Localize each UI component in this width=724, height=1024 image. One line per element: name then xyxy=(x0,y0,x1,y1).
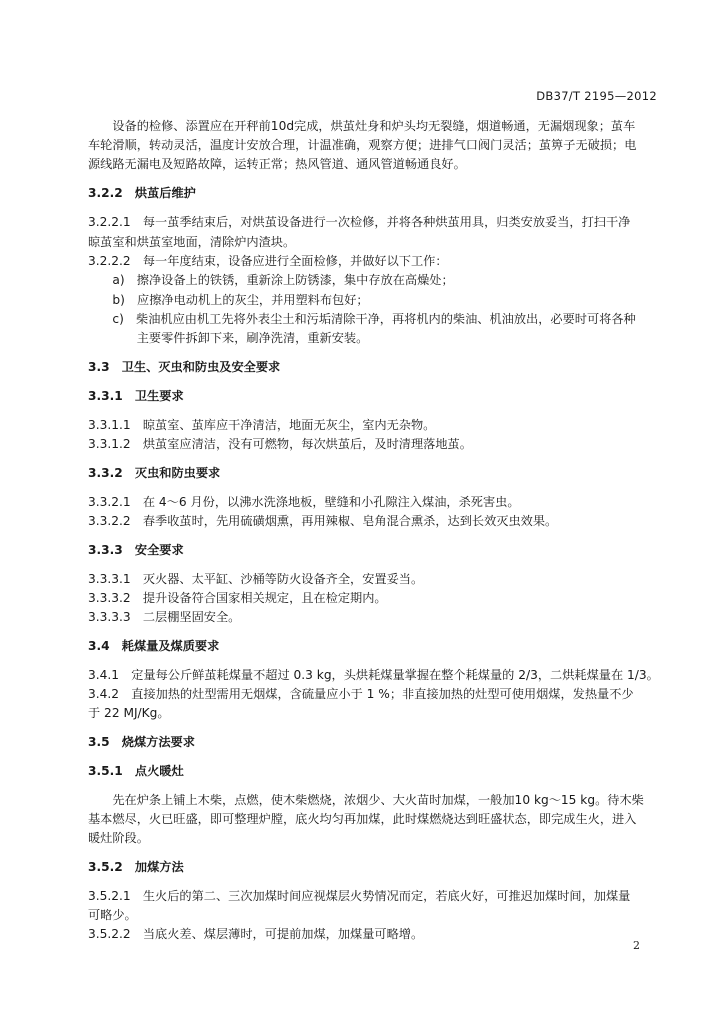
standard-code: DB37/T 2195—2012 xyxy=(536,89,657,103)
paragraph-line: 3.3.1.2 烘茧室应清洁，没有可燃物，每次烘茧后，及时清理落地茧。 xyxy=(88,437,472,451)
paragraph-line: 3.3.3.3 二层棚坚固安全。 xyxy=(88,610,241,624)
paragraph-line: 设备的检修、添置应在开秤前10d完成，烘茧灶身和炉头均无裂缝，烟道畅通，无漏烟现象；茧车 xyxy=(88,119,636,133)
paragraph-line: 3.3.2.2 春季收茧时，先用硫磺烟熏，再用辣椒、皂角混合熏杀，达到长效灭虫效果。 xyxy=(88,514,558,528)
paragraph-line: 3.5.2.1 生火后的第二、三次加煤时间应视煤层火势情况而定，若底火好，可推迟加煤时间，加煤量 xyxy=(88,889,631,903)
list-item: 主要零件拆卸下来，刷净洗清，重新安装。 xyxy=(88,331,369,345)
section-heading: 3.2.2 烘茧后维护 xyxy=(88,186,196,200)
paragraph-line: 暖灶阶段。 xyxy=(88,831,149,845)
paragraph-line: 先在炉条上铺上木柴，点燃，使木柴燃烧，浓烟少、大火苗时加煤，一般加10 kg～15 kg。待木柴 xyxy=(88,793,644,807)
section-heading: 3.3.1 卫生要求 xyxy=(88,389,184,403)
paragraph-line: 于 22 MJ/Kg。 xyxy=(88,706,170,720)
paragraph-line: 3.4.2 直接加热的灶型需用无烟煤，含硫量应小于 1 %；非直接加热的灶型可使用烟煤，发热量不少 xyxy=(88,687,634,701)
section-heading: 3.5.1 点火暖灶 xyxy=(88,764,184,778)
paragraph-line: 源线路无漏电及短路故障，运转正常；热风管道、通风管道畅通良好。 xyxy=(88,157,466,171)
list-item: c) 柴油机应由机工先将外表尘土和污垢清除干净，再将机内的柴油、机油放出，必要时可将各种 xyxy=(88,312,636,326)
list-item: a) 擦净设备上的铁锈，重新涂上防锈漆，集中存放在高燥处； xyxy=(88,273,454,287)
paragraph-line: 可略少。 xyxy=(88,908,137,922)
paragraph-line: 3.4.1 定量每公斤鲜茧耗煤量不超过 0.3 kg，头烘耗煤量掌握在整个耗煤量的 2/3，二烘耗煤量在 1/3。 xyxy=(88,668,659,682)
section-heading: 3.5 烧煤方法要求 xyxy=(88,735,195,749)
paragraph-line: 3.5.2.2 当底火差、煤层薄时，可提前加煤，加煤量可略增。 xyxy=(88,927,424,941)
paragraph-line: 3.2.2.2 每一年度结束，设备应进行全面检修，并做好以下工作： xyxy=(88,254,448,268)
paragraph-line: 晾茧室和烘茧室地面，清除炉内渣块。 xyxy=(88,235,296,249)
list-item: b) 应擦净电动机上的灰尘，并用塑料布包好； xyxy=(88,293,369,307)
paragraph-line: 车轮滑顺，转动灵活，温度计安放合理，计温准确，观察方便；进排气口阀门灵活；茧箅子无破损；电 xyxy=(88,138,637,152)
paragraph-line: 3.3.2.1 在 4～6 月份，以沸水洗涤地板，壁缝和小孔隙注入煤油，杀死害虫。 xyxy=(88,495,520,509)
paragraph-line: 3.2.2.1 每一茧季结束后，对烘茧设备进行一次检修，并将各种烘茧用具，归类安放妥当，打扫干净 xyxy=(88,215,631,229)
section-heading: 3.5.2 加煤方法 xyxy=(88,860,184,874)
paragraph-line: 3.3.3.1 灭火器、太平缸、沙桶等防火设备齐全，安置妥当。 xyxy=(88,572,424,586)
page-number: 2 xyxy=(633,939,640,952)
paragraph-line: 3.3.1.1 晾茧室、茧库应干净清洁，地面无灰尘，室内无杂物。 xyxy=(88,418,436,432)
paragraph-line: 3.3.3.2 提升设备符合国家相关规定，且在检定期内。 xyxy=(88,591,387,605)
paragraph-line: 基本燃尽，火已旺盛，即可整理炉膛，底火均匀再加煤，此时煤燃烧达到旺盛状态，即完成生火，进入 xyxy=(88,812,637,826)
section-heading: 3.3.3 安全要求 xyxy=(88,543,184,557)
section-heading: 3.3 卫生、灭虫和防虫及安全要求 xyxy=(88,360,281,374)
section-heading: 3.3.2 灭虫和防虫要求 xyxy=(88,466,221,480)
section-heading: 3.4 耗煤量及煤质要求 xyxy=(88,639,220,653)
